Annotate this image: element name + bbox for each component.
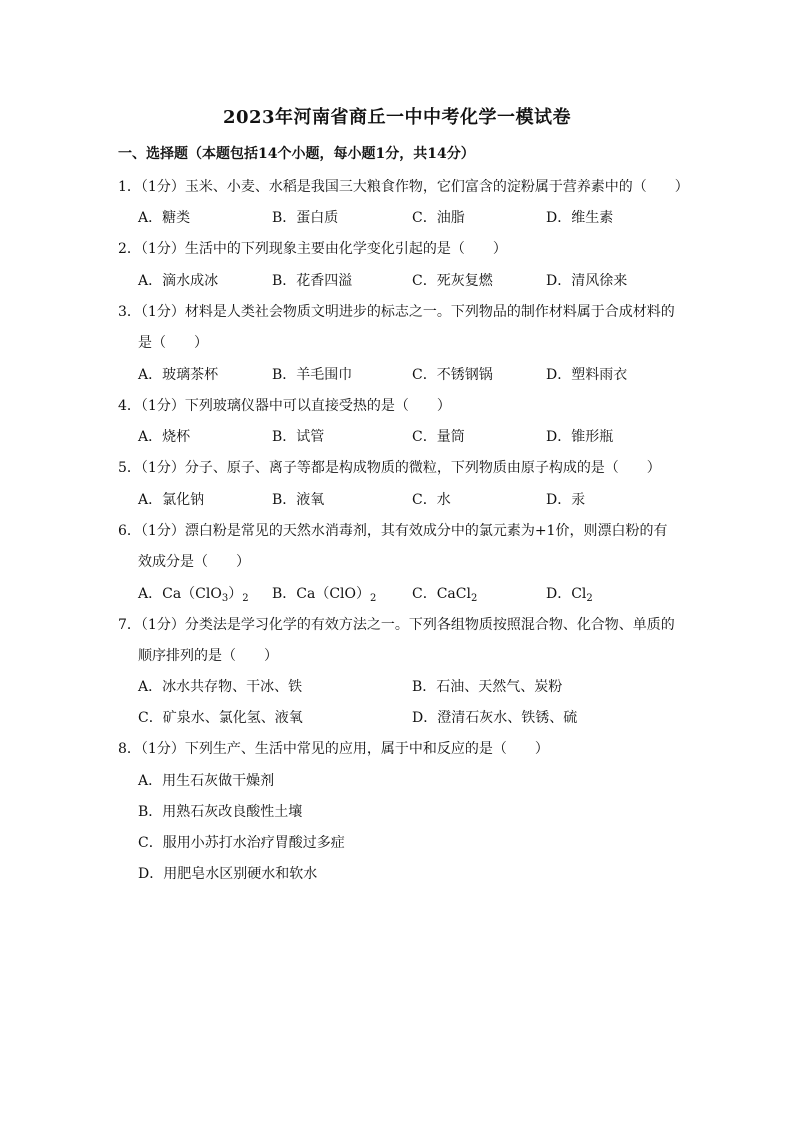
q4-option-a: A．烧杯 <box>138 429 191 445</box>
question-8-stem: 8．（1分）下列生产、生活中常见的应用，属于中和反应的是（ ） <box>118 741 549 757</box>
q7-option-a: A．冰水共存物、干冰、铁 <box>138 679 303 695</box>
q6-option-c <box>412 583 477 604</box>
question-7-stem-cont: 顺序排列的是（ ） <box>138 648 278 664</box>
q6-option-a-sub1: 3 <box>221 593 229 604</box>
question-1-stem: 1．（1分）玉米、小麦、水稻是我国三大粮食作物，它们富含的淀粉属于营养素中的（ ） <box>118 179 689 195</box>
q6-option-a-sub2: 2 <box>242 593 249 604</box>
q2-option-a: A．滴水成冰 <box>138 273 219 289</box>
q6-option-a-mid: ） <box>228 586 243 602</box>
question-6-stem: 6．（1分）漂白粉是常见的天然水消毒剂，其有效成分中的氯元素为+1价，则漂白粉的有 <box>118 523 668 539</box>
q6-option-d-main: D．Cl <box>546 586 587 602</box>
question-5-stem: 5．（1分）分子、原子、离子等都是构成物质的微粒，下列物质由原子构成的是（ ） <box>118 460 661 476</box>
q5-option-b: B．液氧 <box>272 492 325 508</box>
q7-option-b: B．石油、天然气、炭粉 <box>412 679 563 695</box>
q3-option-b: B．羊毛围巾 <box>272 367 353 383</box>
q6-option-d-sub2: 2 <box>586 593 593 604</box>
question-3-stem: 3．（1分）材料是人类社会物质文明进步的标志之一。下列物品的制作材料属于合成材料的 <box>118 304 675 320</box>
q8-option-d: D．用肥皂水区别硬水和软水 <box>138 866 318 882</box>
q6-option-c-main: C．CaCl <box>412 586 471 602</box>
question-4-stem: 4．（1分）下列玻璃仪器中可以直接受热的是（ ） <box>118 398 451 414</box>
q1-option-b: B．蛋白质 <box>272 210 339 226</box>
question-3-stem-cont: 是（ ） <box>138 335 208 351</box>
q3-option-d: D．塑料雨衣 <box>546 367 628 383</box>
q6-option-c-sub2: 2 <box>470 593 478 604</box>
q1-option-d: D．维生素 <box>546 210 614 226</box>
q6-option-a <box>138 583 249 604</box>
q6-option-b <box>272 583 376 604</box>
question-6-stem-cont: 效成分是（ ） <box>138 554 250 570</box>
q6-option-d <box>546 583 593 604</box>
q2-option-d: D．清风徐来 <box>546 273 628 289</box>
q1-option-c: C．油脂 <box>412 210 465 226</box>
q2-option-b: B．花香四溢 <box>272 273 353 289</box>
q8-option-c: C．服用小苏打水治疗胃酸过多症 <box>138 835 345 851</box>
q3-option-c: C．不锈钢锅 <box>412 367 493 383</box>
q5-option-d: D．汞 <box>546 492 586 508</box>
q4-option-d: D．锥形瓶 <box>546 429 614 445</box>
question-7-stem: 7．（1分）分类法是学习化学的有效方法之一。下列各组物质按照混合物、化合物、单质的 <box>118 617 675 633</box>
q6-option-a-main: A．Ca（ClO <box>138 586 222 602</box>
q4-option-c: C．量筒 <box>412 429 465 445</box>
q8-option-b: B．用熟石灰改良酸性土壤 <box>138 804 303 820</box>
section-heading: 一、选择题（本题包括14个小题，每小题1分，共14分） <box>118 146 475 162</box>
q2-option-c: C．死灰复燃 <box>412 273 493 289</box>
q7-option-c: C．矿泉水、氯化氢、液氧 <box>138 710 303 726</box>
q8-option-a: A．用生石灰做干燥剂 <box>138 773 275 789</box>
page-title: 2023年河南省商丘一中中考化学一模试卷 <box>222 107 572 128</box>
q6-option-b-sub2: 2 <box>370 593 377 604</box>
q5-option-c: C．水 <box>412 492 451 508</box>
question-2-stem: 2．（1分）生活中的下列现象主要由化学变化引起的是（ ） <box>118 241 507 257</box>
q3-option-a: A．玻璃茶杯 <box>138 367 219 383</box>
q4-option-b: B．试管 <box>272 429 325 445</box>
q6-option-b-main: B．Ca（ClO） <box>272 586 371 602</box>
q1-option-a: A．糖类 <box>138 210 191 226</box>
q7-option-d: D．澄清石灰水、铁锈、硫 <box>412 710 578 726</box>
q5-option-a: A．氯化钠 <box>138 492 205 508</box>
